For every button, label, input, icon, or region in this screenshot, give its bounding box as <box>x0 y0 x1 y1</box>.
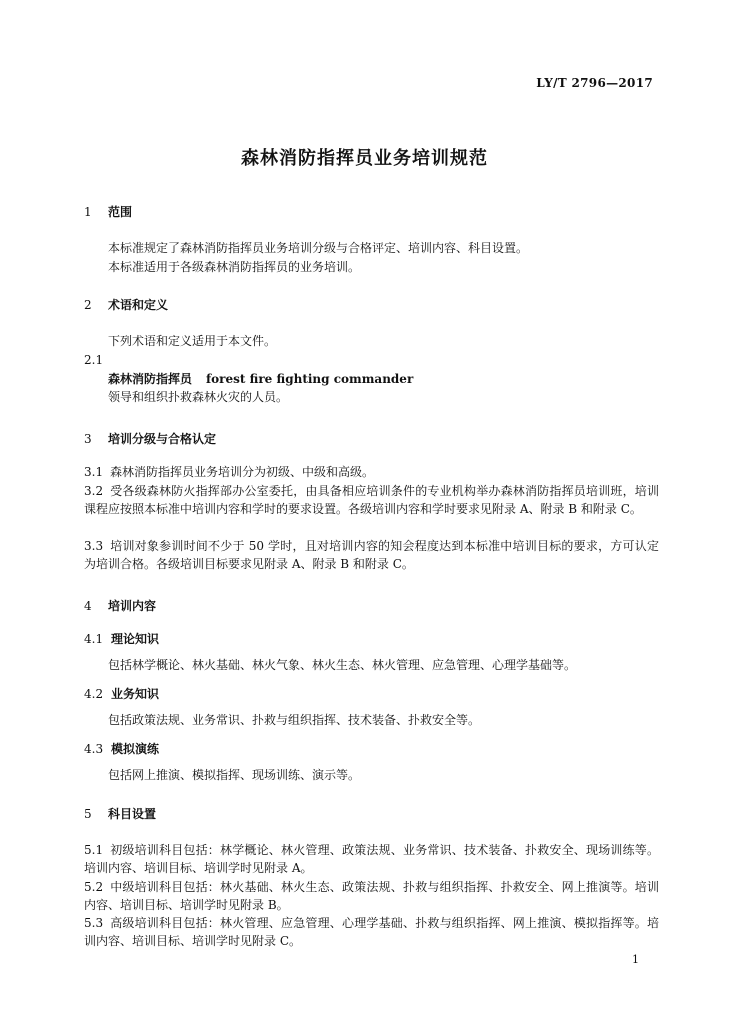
subsection-4-1-heading <box>84 630 159 647</box>
section-1-heading <box>84 203 132 220</box>
term-chinese: 森林消防指挥员 <box>108 372 193 386</box>
clause-5-1 <box>84 841 659 877</box>
term-number: 2.1 <box>84 353 104 367</box>
subsection-title: 理论知识 <box>111 632 160 646</box>
section-number: 5 <box>84 807 92 821</box>
clause-number: 3.1 <box>84 465 104 479</box>
subsection-number: 4.2 <box>84 687 104 701</box>
clause-3-1 <box>84 463 659 481</box>
section-title: 培训内容 <box>108 599 157 613</box>
paragraph: 本标准适用于各级森林消防指挥员的业务培训。 <box>108 260 361 274</box>
paragraph: 包括政策法规、业务常识、扑救与组织指挥、技术装备、扑救安全等。 <box>108 713 481 727</box>
section-number: 4 <box>84 599 92 613</box>
paragraph: 包括网上推演、模拟指挥、现场训练、演示等。 <box>108 768 361 782</box>
section-title: 培训分级与合格认定 <box>108 432 217 446</box>
clause-text: 培训对象参训时间不少于 50 学时，且对培训内容的知会程度达到本标准中培训目标的要求，方可认定为培训合格。各级培训目标要求见附录 A、附录 B 和附录 C。 <box>84 539 659 571</box>
term-english: forest fire fighting commander <box>206 372 414 386</box>
clause-3-3 <box>84 537 659 573</box>
term-entry <box>108 371 413 388</box>
section-2-heading <box>84 296 168 313</box>
term-definition: 领导和组织扑救森林火灾的人员。 <box>108 390 289 404</box>
section-title: 术语和定义 <box>108 298 169 312</box>
section-3-heading <box>84 430 216 447</box>
clause-5-2 <box>84 878 659 914</box>
section-4-heading <box>84 597 156 614</box>
subsection-number: 4.1 <box>84 632 104 646</box>
subsection-4-2-heading <box>84 685 159 702</box>
section-title: 范围 <box>108 205 133 219</box>
section-5-heading <box>84 805 156 822</box>
paragraph: 本标准规定了森林消防指挥员业务培训分级与合格评定、培训内容、科目设置。 <box>108 241 529 255</box>
section-title: 科目设置 <box>108 807 157 821</box>
section-number: 1 <box>84 205 92 219</box>
subsection-number: 4.3 <box>84 742 104 756</box>
clause-text: 中级培训科目包括：林火基础、林火生态、政策法规、扑救与组织指挥、扑救安全、网上推演等。培训内容、培训目标、培训学时见附录 B。 <box>84 880 659 912</box>
subsection-4-3-heading <box>84 740 159 757</box>
clause-number: 3.3 <box>84 539 104 553</box>
clause-text: 高级培训科目包括：林火管理、应急管理、心理学基础、扑救与组织指挥、网上推演、模拟指挥等。培训内容、培训目标、培训学时见附录 C。 <box>84 916 659 948</box>
clause-number: 3.2 <box>84 484 104 498</box>
clause-number: 5.3 <box>84 916 104 930</box>
paragraph: 下列术语和定义适用于本文件。 <box>108 334 277 348</box>
section-number: 2 <box>84 298 92 312</box>
document-title: 森林消防指挥员业务培训规范 <box>241 148 488 169</box>
clause-text: 初级培训科目包括：林学概论、林火管理、政策法规、业务常识、技术装备、扑救安全、现场训练等。培训内容、培训目标、培训学时见附录 A。 <box>84 843 659 875</box>
clause-number: 5.1 <box>84 843 104 857</box>
subsection-title: 业务知识 <box>111 687 160 701</box>
paragraph: 包括林学概论、林火基础、林火气象、林火生态、林火管理、应急管理、心理学基础等。 <box>108 658 577 672</box>
section-number: 3 <box>84 432 92 446</box>
subsection-title: 模拟演练 <box>111 742 160 756</box>
clause-text: 受各级森林防火指挥部办公室委托，由具备相应培训条件的专业机构举办森林消防指挥员培训班，培训课程应按照本标准中培训内容和学时的要求设置。各级培训内容和学时要求见附录 A、附录 B 和附录 C。 <box>84 484 659 516</box>
clause-number: 5.2 <box>84 880 104 894</box>
clause-5-3 <box>84 914 659 950</box>
clause-3-2 <box>84 482 659 518</box>
standard-number: LY/T 2796—2017 <box>536 76 653 90</box>
page-number: 1 <box>632 953 639 966</box>
clause-text: 森林消防指挥员业务培训分为初级、中级和高级。 <box>110 465 375 479</box>
